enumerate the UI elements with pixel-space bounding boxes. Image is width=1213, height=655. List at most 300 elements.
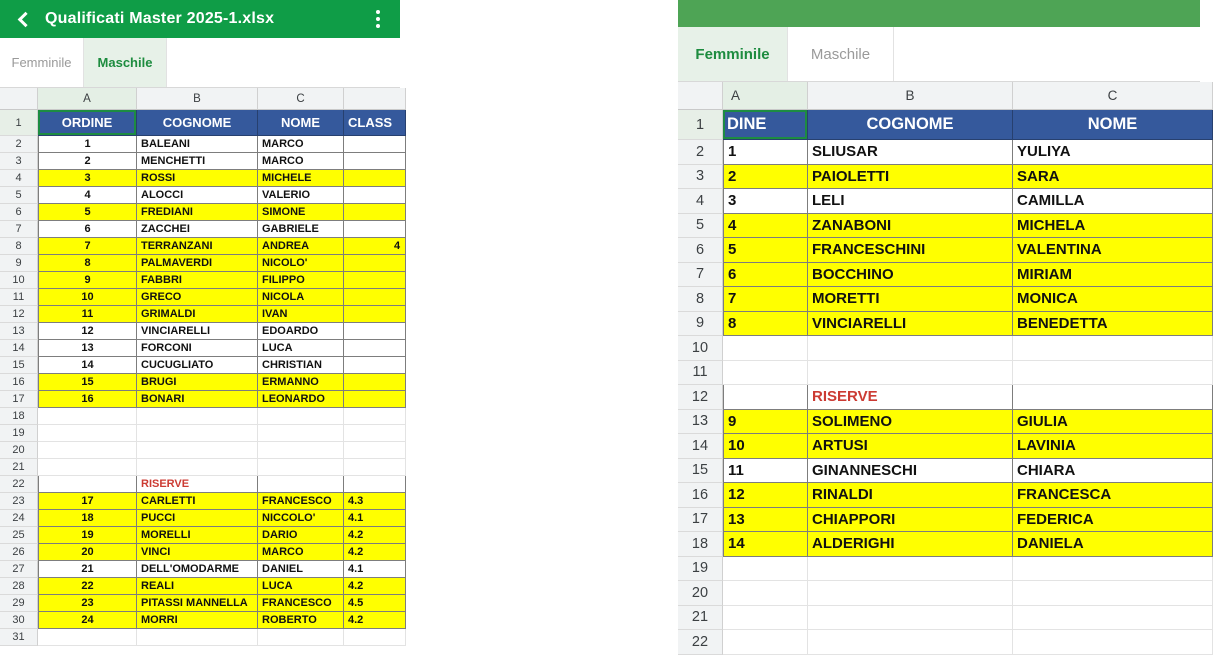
table-row (0, 170, 400, 187)
row-header[interactable]: 5 (0, 187, 38, 204)
table-row (0, 357, 400, 374)
appbar (678, 0, 1200, 27)
cell[interactable]: ALOCCI (137, 187, 258, 204)
cell[interactable] (1013, 557, 1213, 582)
back-icon[interactable] (18, 11, 34, 27)
cell[interactable]: CAMILLA (1013, 189, 1213, 214)
cell[interactable]: CUCUGLIATO (137, 357, 258, 374)
cell[interactable] (344, 374, 406, 391)
cell[interactable] (1013, 336, 1213, 361)
row-header[interactable]: 17 (678, 508, 723, 533)
row-header[interactable]: 22 (678, 630, 723, 655)
cell[interactable] (723, 385, 808, 410)
cell[interactable] (137, 425, 258, 442)
cell[interactable]: 14 (723, 532, 808, 557)
row-header[interactable]: 14 (678, 434, 723, 459)
row-header[interactable]: 10 (0, 272, 38, 289)
cell[interactable] (344, 289, 406, 306)
cell[interactable]: ARTUSI (808, 434, 1013, 459)
cell[interactable]: FORCONI (137, 340, 258, 357)
cell[interactable]: PAIOLETTI (808, 165, 1013, 190)
cell[interactable]: PALMAVERDI (137, 255, 258, 272)
select-all-corner[interactable] (678, 82, 723, 110)
table-header-row (0, 110, 400, 136)
row-header[interactable]: 1 (0, 110, 38, 136)
tab-maschile[interactable]: Maschile (788, 27, 894, 81)
column-header[interactable]: B (137, 88, 258, 110)
cell[interactable] (808, 557, 1013, 582)
cell[interactable]: 16 (38, 391, 137, 408)
cell[interactable]: 6 (38, 221, 137, 238)
cell[interactable]: EDOARDO (258, 323, 344, 340)
table-row (0, 425, 400, 442)
cell[interactable]: DANIELA (1013, 532, 1213, 557)
cell[interactable] (344, 221, 406, 238)
column-header[interactable]: C (258, 88, 344, 110)
cell[interactable]: YULIYA (1013, 140, 1213, 165)
cell[interactable] (723, 581, 808, 606)
cell[interactable] (258, 408, 344, 425)
table-row (678, 606, 1200, 631)
cell[interactable]: 8 (723, 312, 808, 337)
kebab-menu-icon[interactable] (370, 6, 386, 32)
cell[interactable] (808, 336, 1013, 361)
cell[interactable]: SARA (1013, 165, 1213, 190)
cell[interactable]: VALENTINA (1013, 238, 1213, 263)
cell[interactable]: 5 (38, 204, 137, 221)
header-cell[interactable]: COGNOME (137, 110, 258, 136)
cell[interactable]: 3 (723, 189, 808, 214)
column-header[interactable]: A (38, 88, 137, 110)
row-header[interactable]: 18 (0, 408, 38, 425)
cell[interactable]: FABBRI (137, 272, 258, 289)
cell[interactable] (344, 340, 406, 357)
cell[interactable]: 22 (38, 578, 137, 595)
cell[interactable]: RISERVE (137, 476, 258, 493)
cell[interactable] (723, 606, 808, 631)
cell[interactable]: LUCA (258, 578, 344, 595)
cell[interactable]: 15 (38, 374, 137, 391)
table-row (0, 153, 400, 170)
cell[interactable] (137, 408, 258, 425)
row-header[interactable]: 26 (0, 544, 38, 561)
cell[interactable] (38, 459, 137, 476)
row-header[interactable]: 21 (678, 606, 723, 631)
row-header[interactable]: 27 (0, 561, 38, 578)
cell[interactable]: 11 (38, 306, 137, 323)
cell[interactable]: FEDERICA (1013, 508, 1213, 533)
cell[interactable]: 13 (38, 340, 137, 357)
row-header[interactable]: 23 (0, 493, 38, 510)
cell[interactable]: FRANCESCO (258, 493, 344, 510)
column-header[interactable] (344, 88, 406, 110)
cell[interactable]: MORELLI (137, 527, 258, 544)
cell[interactable]: ANDREA (258, 238, 344, 255)
cell[interactable]: PITASSI MANNELLA (137, 595, 258, 612)
cell[interactable]: NICOLA (258, 289, 344, 306)
cell[interactable] (1013, 581, 1213, 606)
cell[interactable]: CARLETTI (137, 493, 258, 510)
cell[interactable]: BALEANI (137, 136, 258, 153)
header-cell[interactable]: COGNOME (808, 110, 1013, 140)
row-header[interactable]: 6 (678, 238, 723, 263)
cell[interactable]: FRANCESCO (258, 595, 344, 612)
cell[interactable] (808, 581, 1013, 606)
table-row (0, 561, 400, 578)
cell[interactable]: ZACCHEI (137, 221, 258, 238)
cell[interactable]: VINCIARELLI (137, 323, 258, 340)
cell[interactable]: NICOLO' (258, 255, 344, 272)
cell[interactable]: LAVINIA (1013, 434, 1213, 459)
cell[interactable]: 4.2 (344, 527, 406, 544)
table-row (678, 214, 1200, 239)
cell[interactable]: 4 (38, 187, 137, 204)
cell[interactable]: 21 (38, 561, 137, 578)
cell[interactable]: MICHELE (258, 170, 344, 187)
appbar (0, 0, 400, 38)
cell[interactable]: MONICA (1013, 287, 1213, 312)
row-header[interactable]: 3 (678, 165, 723, 190)
cell[interactable] (344, 204, 406, 221)
cell[interactable]: 4.1 (344, 510, 406, 527)
cell[interactable] (344, 391, 406, 408)
cell[interactable]: FREDIANI (137, 204, 258, 221)
cell[interactable]: ROSSI (137, 170, 258, 187)
cell[interactable]: 4.5 (344, 595, 406, 612)
row-header[interactable]: 2 (0, 136, 38, 153)
table-row (0, 527, 400, 544)
table-row (678, 630, 1200, 655)
table-row (0, 493, 400, 510)
cell[interactable]: 2 (38, 153, 137, 170)
cell[interactable] (344, 629, 406, 646)
cell[interactable] (723, 630, 808, 655)
cell[interactable]: 4.3 (344, 493, 406, 510)
cell[interactable] (344, 425, 406, 442)
row-header[interactable]: 20 (0, 442, 38, 459)
table-row (678, 410, 1200, 435)
cell[interactable]: ALDERIGHI (808, 532, 1013, 557)
cell[interactable]: PUCCI (137, 510, 258, 527)
select-all-corner[interactable] (0, 88, 38, 110)
cell[interactable] (344, 408, 406, 425)
cell[interactable]: 4.2 (344, 578, 406, 595)
cell[interactable]: RISERVE (808, 385, 1013, 410)
column-letters-row (0, 88, 400, 110)
header-cell[interactable]: CLASS (344, 110, 406, 136)
cell[interactable]: 4.2 (344, 612, 406, 629)
cell[interactable]: 1 (723, 140, 808, 165)
cell[interactable]: GABRIELE (258, 221, 344, 238)
table-row (678, 238, 1200, 263)
cell[interactable]: SLIUSAR (808, 140, 1013, 165)
table-row (0, 476, 400, 493)
cell[interactable] (1013, 361, 1213, 386)
cell[interactable]: 3 (38, 170, 137, 187)
cell[interactable]: 12 (723, 483, 808, 508)
cell[interactable]: 10 (723, 434, 808, 459)
cell[interactable] (808, 606, 1013, 631)
row-header[interactable]: 28 (0, 578, 38, 595)
cell[interactable] (137, 459, 258, 476)
row-header[interactable]: 16 (678, 483, 723, 508)
cell[interactable]: 18 (38, 510, 137, 527)
row-header[interactable]: 19 (0, 425, 38, 442)
row-header[interactable]: 11 (678, 361, 723, 386)
row-header[interactable]: 20 (678, 581, 723, 606)
cell[interactable]: BRUGI (137, 374, 258, 391)
row-header[interactable]: 5 (678, 214, 723, 239)
cell[interactable]: MICHELA (1013, 214, 1213, 239)
cell[interactable] (808, 630, 1013, 655)
table-row (678, 336, 1200, 361)
cell[interactable] (38, 629, 137, 646)
cell[interactable]: 24 (38, 612, 137, 629)
cell[interactable] (258, 442, 344, 459)
row-header[interactable]: 30 (0, 612, 38, 629)
row-header[interactable]: 13 (0, 323, 38, 340)
cell[interactable] (344, 187, 406, 204)
header-cell[interactable]: DINE (723, 110, 808, 140)
cell[interactable]: MARCO (258, 544, 344, 561)
table-row (678, 581, 1200, 606)
tab-femminile[interactable]: Femminile (678, 27, 788, 81)
cell[interactable]: RINALDI (808, 483, 1013, 508)
cell[interactable]: GINANNESCHI (808, 459, 1013, 484)
cell[interactable]: SIMONE (258, 204, 344, 221)
sheet-grid-maschile (0, 88, 400, 646)
row-header[interactable]: 4 (678, 189, 723, 214)
cell[interactable]: MARCO (258, 153, 344, 170)
row-header[interactable]: 17 (0, 391, 38, 408)
cell[interactable]: 14 (38, 357, 137, 374)
row-header[interactable]: 14 (0, 340, 38, 357)
cell[interactable]: CHIAPPORI (808, 508, 1013, 533)
cell[interactable]: 11 (723, 459, 808, 484)
cell[interactable] (38, 476, 137, 493)
tab-maschile[interactable]: Maschile (84, 38, 167, 87)
cell[interactable] (1013, 606, 1213, 631)
cell[interactable]: BONARI (137, 391, 258, 408)
column-header[interactable]: B (808, 82, 1013, 110)
column-letters-row (678, 82, 1200, 110)
cell[interactable]: LEONARDO (258, 391, 344, 408)
tab-femminile[interactable]: Femminile (0, 38, 84, 87)
cell[interactable]: 1 (38, 136, 137, 153)
cell[interactable]: 7 (38, 238, 137, 255)
cell[interactable]: 8 (38, 255, 137, 272)
cell[interactable]: ZANABONI (808, 214, 1013, 239)
cell[interactable] (344, 459, 406, 476)
cell[interactable] (344, 323, 406, 340)
table-row (0, 442, 400, 459)
cell[interactable] (344, 442, 406, 459)
cell[interactable] (1013, 630, 1213, 655)
table-row (0, 595, 400, 612)
cell[interactable]: 2 (723, 165, 808, 190)
table-row (678, 483, 1200, 508)
column-header[interactable]: C (1013, 82, 1213, 110)
row-header[interactable]: 10 (678, 336, 723, 361)
cell[interactable]: 5 (723, 238, 808, 263)
header-cell[interactable]: NOME (1013, 110, 1213, 140)
file-title: Qualificati Master 2025-1.xlsx (45, 10, 275, 27)
row-header[interactable]: 8 (0, 238, 38, 255)
cell[interactable]: 4 (344, 238, 406, 255)
table-row (0, 238, 400, 255)
cell[interactable]: SOLIMENO (808, 410, 1013, 435)
cell[interactable]: 23 (38, 595, 137, 612)
cell[interactable]: VINCIARELLI (808, 312, 1013, 337)
row-header[interactable]: 7 (0, 221, 38, 238)
sheet-tabstrip (0, 38, 400, 88)
table-row (0, 221, 400, 238)
table-header-row (678, 110, 1200, 140)
row-header[interactable]: 12 (678, 385, 723, 410)
cell[interactable] (258, 425, 344, 442)
header-cell[interactable]: ORDINE (38, 110, 137, 136)
row-header[interactable]: 12 (0, 306, 38, 323)
cell[interactable]: 19 (38, 527, 137, 544)
row-header[interactable]: 29 (0, 595, 38, 612)
cell[interactable]: 9 (38, 272, 137, 289)
table-row (678, 385, 1200, 410)
cell[interactable]: MORETTI (808, 287, 1013, 312)
cell[interactable] (1013, 385, 1213, 410)
cell[interactable]: TERRANZANI (137, 238, 258, 255)
cell[interactable] (344, 136, 406, 153)
row-header[interactable]: 7 (678, 263, 723, 288)
row-header[interactable]: 11 (0, 289, 38, 306)
cell[interactable]: GIULIA (1013, 410, 1213, 435)
cell[interactable]: VALERIO (258, 187, 344, 204)
cell[interactable]: LUCA (258, 340, 344, 357)
row-header[interactable]: 9 (678, 312, 723, 337)
cell[interactable] (258, 476, 344, 493)
table-row (678, 508, 1200, 533)
cell[interactable]: DELL'OMODARME (137, 561, 258, 578)
row-header[interactable]: 21 (0, 459, 38, 476)
row-header[interactable]: 22 (0, 476, 38, 493)
cell[interactable]: GRIMALDI (137, 306, 258, 323)
cell[interactable]: MENCHETTI (137, 153, 258, 170)
table-row (0, 204, 400, 221)
cell[interactable] (344, 272, 406, 289)
cell[interactable]: 12 (38, 323, 137, 340)
row-header[interactable]: 8 (678, 287, 723, 312)
cell[interactable]: DANIEL (258, 561, 344, 578)
cell[interactable]: GRECO (137, 289, 258, 306)
table-row (0, 306, 400, 323)
cell[interactable] (137, 442, 258, 459)
cell[interactable] (723, 361, 808, 386)
cell[interactable]: IVAN (258, 306, 344, 323)
row-header[interactable]: 19 (678, 557, 723, 582)
row-header[interactable]: 24 (0, 510, 38, 527)
cell[interactable]: REALI (137, 578, 258, 595)
cell[interactable]: BENEDETTA (1013, 312, 1213, 337)
cell[interactable] (38, 425, 137, 442)
row-header[interactable]: 2 (678, 140, 723, 165)
cell[interactable]: FRANCESCHINI (808, 238, 1013, 263)
cell[interactable]: CHIARA (1013, 459, 1213, 484)
cell[interactable]: MORRI (137, 612, 258, 629)
cell[interactable]: DARIO (258, 527, 344, 544)
row-header[interactable]: 15 (678, 459, 723, 484)
cell[interactable] (344, 170, 406, 187)
cell[interactable] (344, 476, 406, 493)
cell[interactable]: BOCCHINO (808, 263, 1013, 288)
cell[interactable]: 13 (723, 508, 808, 533)
cell[interactable]: FRANCESCA (1013, 483, 1213, 508)
cell[interactable]: 4.1 (344, 561, 406, 578)
row-header[interactable]: 9 (0, 255, 38, 272)
sheet-panel-femminile (678, 0, 1200, 650)
row-header[interactable]: 3 (0, 153, 38, 170)
cell[interactable]: 20 (38, 544, 137, 561)
row-header[interactable]: 1 (678, 110, 723, 140)
table-row (678, 557, 1200, 582)
cell[interactable]: ROBERTO (258, 612, 344, 629)
row-header[interactable]: 4 (0, 170, 38, 187)
row-header[interactable]: 31 (0, 629, 38, 646)
table-row (0, 340, 400, 357)
cell[interactable]: CHRISTIAN (258, 357, 344, 374)
sheet-grid-femminile (678, 82, 1200, 655)
table-row (0, 187, 400, 204)
cell[interactable]: NICCOLO' (258, 510, 344, 527)
row-header[interactable]: 18 (678, 532, 723, 557)
table-row (678, 140, 1200, 165)
cell[interactable]: LELI (808, 189, 1013, 214)
cell[interactable] (344, 357, 406, 374)
cell[interactable]: ERMANNO (258, 374, 344, 391)
cell[interactable] (344, 255, 406, 272)
column-header[interactable]: A (723, 82, 808, 110)
row-header[interactable]: 15 (0, 357, 38, 374)
cell[interactable]: VINCI (137, 544, 258, 561)
cell[interactable]: 9 (723, 410, 808, 435)
cell[interactable]: MIRIAM (1013, 263, 1213, 288)
cell[interactable] (344, 306, 406, 323)
cell[interactable]: 6 (723, 263, 808, 288)
cell[interactable] (137, 629, 258, 646)
table-row (678, 434, 1200, 459)
table-row (678, 263, 1200, 288)
cell[interactable] (38, 408, 137, 425)
cell[interactable] (258, 459, 344, 476)
cell[interactable] (723, 557, 808, 582)
cell[interactable]: 4.2 (344, 544, 406, 561)
row-header[interactable]: 16 (0, 374, 38, 391)
cell[interactable] (344, 153, 406, 170)
cell[interactable]: 10 (38, 289, 137, 306)
cell[interactable]: 4 (723, 214, 808, 239)
cell[interactable]: 7 (723, 287, 808, 312)
cell[interactable] (38, 442, 137, 459)
cell[interactable] (808, 361, 1013, 386)
cell[interactable]: FILIPPO (258, 272, 344, 289)
row-header[interactable]: 25 (0, 527, 38, 544)
cell[interactable] (723, 336, 808, 361)
cell[interactable]: 17 (38, 493, 137, 510)
row-header[interactable]: 13 (678, 410, 723, 435)
cell[interactable]: MARCO (258, 136, 344, 153)
cell[interactable] (258, 629, 344, 646)
table-row (678, 459, 1200, 484)
row-header[interactable]: 6 (0, 204, 38, 221)
header-cell[interactable]: NOME (258, 110, 344, 136)
